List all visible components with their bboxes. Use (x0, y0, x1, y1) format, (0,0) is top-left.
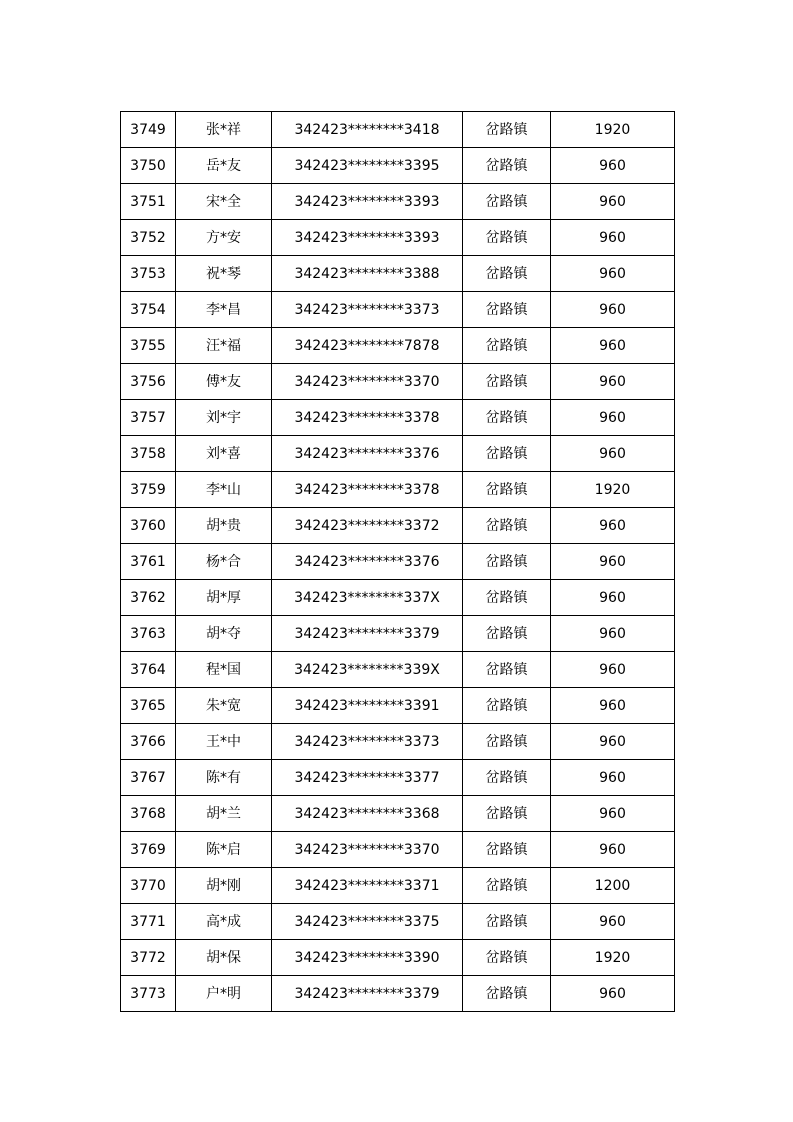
amount-value-cell: 1920 (551, 472, 675, 508)
town-name-cell: 岔路镇 (463, 832, 551, 868)
person-name-cell: 胡*刚 (176, 868, 272, 904)
id-number-cell: 342423********3379 (272, 616, 463, 652)
row-number-cell: 3753 (121, 256, 176, 292)
id-number-cell: 342423********3391 (272, 688, 463, 724)
id-number-cell: 342423********3377 (272, 760, 463, 796)
town-name-cell: 岔路镇 (463, 544, 551, 580)
row-number-cell: 3770 (121, 868, 176, 904)
table-row (121, 580, 675, 616)
id-number-cell: 342423********3376 (272, 544, 463, 580)
town-name-cell: 岔路镇 (463, 292, 551, 328)
town-name-cell: 岔路镇 (463, 760, 551, 796)
id-number-cell: 342423********3390 (272, 940, 463, 976)
table-row (121, 976, 675, 1012)
row-number-cell: 3772 (121, 940, 176, 976)
town-name-cell: 岔路镇 (463, 400, 551, 436)
row-number-cell: 3766 (121, 724, 176, 760)
town-name-cell: 岔路镇 (463, 616, 551, 652)
town-name-cell: 岔路镇 (463, 472, 551, 508)
amount-value-cell: 960 (551, 328, 675, 364)
amount-value-cell: 960 (551, 364, 675, 400)
person-name-cell: 张*祥 (176, 112, 272, 148)
id-number-cell: 342423********3378 (272, 400, 463, 436)
table-row (121, 148, 675, 184)
town-name-cell: 岔路镇 (463, 724, 551, 760)
row-number-cell: 3765 (121, 688, 176, 724)
table-row (121, 544, 675, 580)
table-row (121, 436, 675, 472)
table-row (121, 688, 675, 724)
person-name-cell: 胡*厚 (176, 580, 272, 616)
id-number-cell: 342423********3388 (272, 256, 463, 292)
table-row (121, 400, 675, 436)
person-name-cell: 李*昌 (176, 292, 272, 328)
town-name-cell: 岔路镇 (463, 688, 551, 724)
amount-value-cell: 960 (551, 976, 675, 1012)
person-name-cell: 宋*全 (176, 184, 272, 220)
id-number-cell: 342423********3378 (272, 472, 463, 508)
row-number-cell: 3754 (121, 292, 176, 328)
id-number-cell: 342423********3393 (272, 220, 463, 256)
town-name-cell: 岔路镇 (463, 940, 551, 976)
person-name-cell: 杨*合 (176, 544, 272, 580)
table-row (121, 472, 675, 508)
table-row (121, 796, 675, 832)
table-row (121, 616, 675, 652)
id-number-cell: 342423********3373 (272, 724, 463, 760)
person-name-cell: 胡*夺 (176, 616, 272, 652)
id-number-cell: 342423********3376 (272, 436, 463, 472)
row-number-cell: 3769 (121, 832, 176, 868)
id-number-cell: 342423********3372 (272, 508, 463, 544)
town-name-cell: 岔路镇 (463, 508, 551, 544)
town-name-cell: 岔路镇 (463, 436, 551, 472)
table-row (121, 256, 675, 292)
row-number-cell: 3764 (121, 652, 176, 688)
row-number-cell: 3759 (121, 472, 176, 508)
person-name-cell: 胡*保 (176, 940, 272, 976)
row-number-cell: 3750 (121, 148, 176, 184)
amount-value-cell: 960 (551, 652, 675, 688)
person-name-cell: 方*安 (176, 220, 272, 256)
amount-value-cell: 960 (551, 220, 675, 256)
id-number-cell: 342423********3395 (272, 148, 463, 184)
id-number-cell: 342423********337X (272, 580, 463, 616)
row-number-cell: 3757 (121, 400, 176, 436)
town-name-cell: 岔路镇 (463, 580, 551, 616)
id-number-cell: 342423********3393 (272, 184, 463, 220)
row-number-cell: 3758 (121, 436, 176, 472)
person-name-cell: 陈*有 (176, 760, 272, 796)
id-number-cell: 342423********7878 (272, 328, 463, 364)
id-number-cell: 342423********339X (272, 652, 463, 688)
amount-value-cell: 960 (551, 256, 675, 292)
person-name-cell: 胡*兰 (176, 796, 272, 832)
amount-value-cell: 960 (551, 760, 675, 796)
id-number-cell: 342423********3418 (272, 112, 463, 148)
amount-value-cell: 960 (551, 292, 675, 328)
town-name-cell: 岔路镇 (463, 184, 551, 220)
amount-value-cell: 960 (551, 436, 675, 472)
row-number-cell: 3768 (121, 796, 176, 832)
id-number-cell: 342423********3370 (272, 364, 463, 400)
person-name-cell: 刘*喜 (176, 436, 272, 472)
amount-value-cell: 1200 (551, 868, 675, 904)
person-name-cell: 朱*宽 (176, 688, 272, 724)
table-row (121, 220, 675, 256)
town-name-cell: 岔路镇 (463, 904, 551, 940)
person-name-cell: 汪*福 (176, 328, 272, 364)
person-name-cell: 祝*琴 (176, 256, 272, 292)
table-row (121, 760, 675, 796)
row-number-cell: 3755 (121, 328, 176, 364)
table-row (121, 508, 675, 544)
id-number-cell: 342423********3370 (272, 832, 463, 868)
amount-value-cell: 960 (551, 724, 675, 760)
town-name-cell: 岔路镇 (463, 256, 551, 292)
table-row (121, 184, 675, 220)
id-number-cell: 342423********3375 (272, 904, 463, 940)
amount-value-cell: 960 (551, 832, 675, 868)
table-row (121, 328, 675, 364)
person-name-cell: 岳*友 (176, 148, 272, 184)
amount-value-cell: 960 (551, 508, 675, 544)
town-name-cell: 岔路镇 (463, 328, 551, 364)
person-name-cell: 陈*启 (176, 832, 272, 868)
town-name-cell: 岔路镇 (463, 112, 551, 148)
table-row (121, 832, 675, 868)
amount-value-cell: 1920 (551, 940, 675, 976)
data-table (120, 111, 675, 1012)
id-number-cell: 342423********3371 (272, 868, 463, 904)
town-name-cell: 岔路镇 (463, 220, 551, 256)
row-number-cell: 3749 (121, 112, 176, 148)
person-name-cell: 户*明 (176, 976, 272, 1012)
table-body (121, 112, 675, 1012)
id-number-cell: 342423********3373 (272, 292, 463, 328)
amount-value-cell: 960 (551, 544, 675, 580)
person-name-cell: 高*成 (176, 904, 272, 940)
row-number-cell: 3751 (121, 184, 176, 220)
person-name-cell: 傅*友 (176, 364, 272, 400)
id-number-cell: 342423********3368 (272, 796, 463, 832)
amount-value-cell: 960 (551, 688, 675, 724)
person-name-cell: 程*国 (176, 652, 272, 688)
town-name-cell: 岔路镇 (463, 652, 551, 688)
town-name-cell: 岔路镇 (463, 364, 551, 400)
id-number-cell: 342423********3379 (272, 976, 463, 1012)
row-number-cell: 3760 (121, 508, 176, 544)
row-number-cell: 3756 (121, 364, 176, 400)
town-name-cell: 岔路镇 (463, 796, 551, 832)
table-row (121, 364, 675, 400)
town-name-cell: 岔路镇 (463, 976, 551, 1012)
table-row (121, 940, 675, 976)
table-row (121, 112, 675, 148)
person-name-cell: 刘*宇 (176, 400, 272, 436)
amount-value-cell: 960 (551, 616, 675, 652)
amount-value-cell: 960 (551, 148, 675, 184)
row-number-cell: 3761 (121, 544, 176, 580)
amount-value-cell: 960 (551, 580, 675, 616)
amount-value-cell: 960 (551, 796, 675, 832)
person-name-cell: 胡*贵 (176, 508, 272, 544)
table-row (121, 292, 675, 328)
row-number-cell: 3771 (121, 904, 176, 940)
person-name-cell: 李*山 (176, 472, 272, 508)
table-row (121, 652, 675, 688)
table-row (121, 904, 675, 940)
row-number-cell: 3773 (121, 976, 176, 1012)
amount-value-cell: 1920 (551, 112, 675, 148)
row-number-cell: 3763 (121, 616, 176, 652)
person-name-cell: 王*中 (176, 724, 272, 760)
table-row (121, 868, 675, 904)
row-number-cell: 3762 (121, 580, 176, 616)
table-row (121, 724, 675, 760)
row-number-cell: 3752 (121, 220, 176, 256)
town-name-cell: 岔路镇 (463, 868, 551, 904)
amount-value-cell: 960 (551, 904, 675, 940)
amount-value-cell: 960 (551, 184, 675, 220)
amount-value-cell: 960 (551, 400, 675, 436)
row-number-cell: 3767 (121, 760, 176, 796)
town-name-cell: 岔路镇 (463, 148, 551, 184)
